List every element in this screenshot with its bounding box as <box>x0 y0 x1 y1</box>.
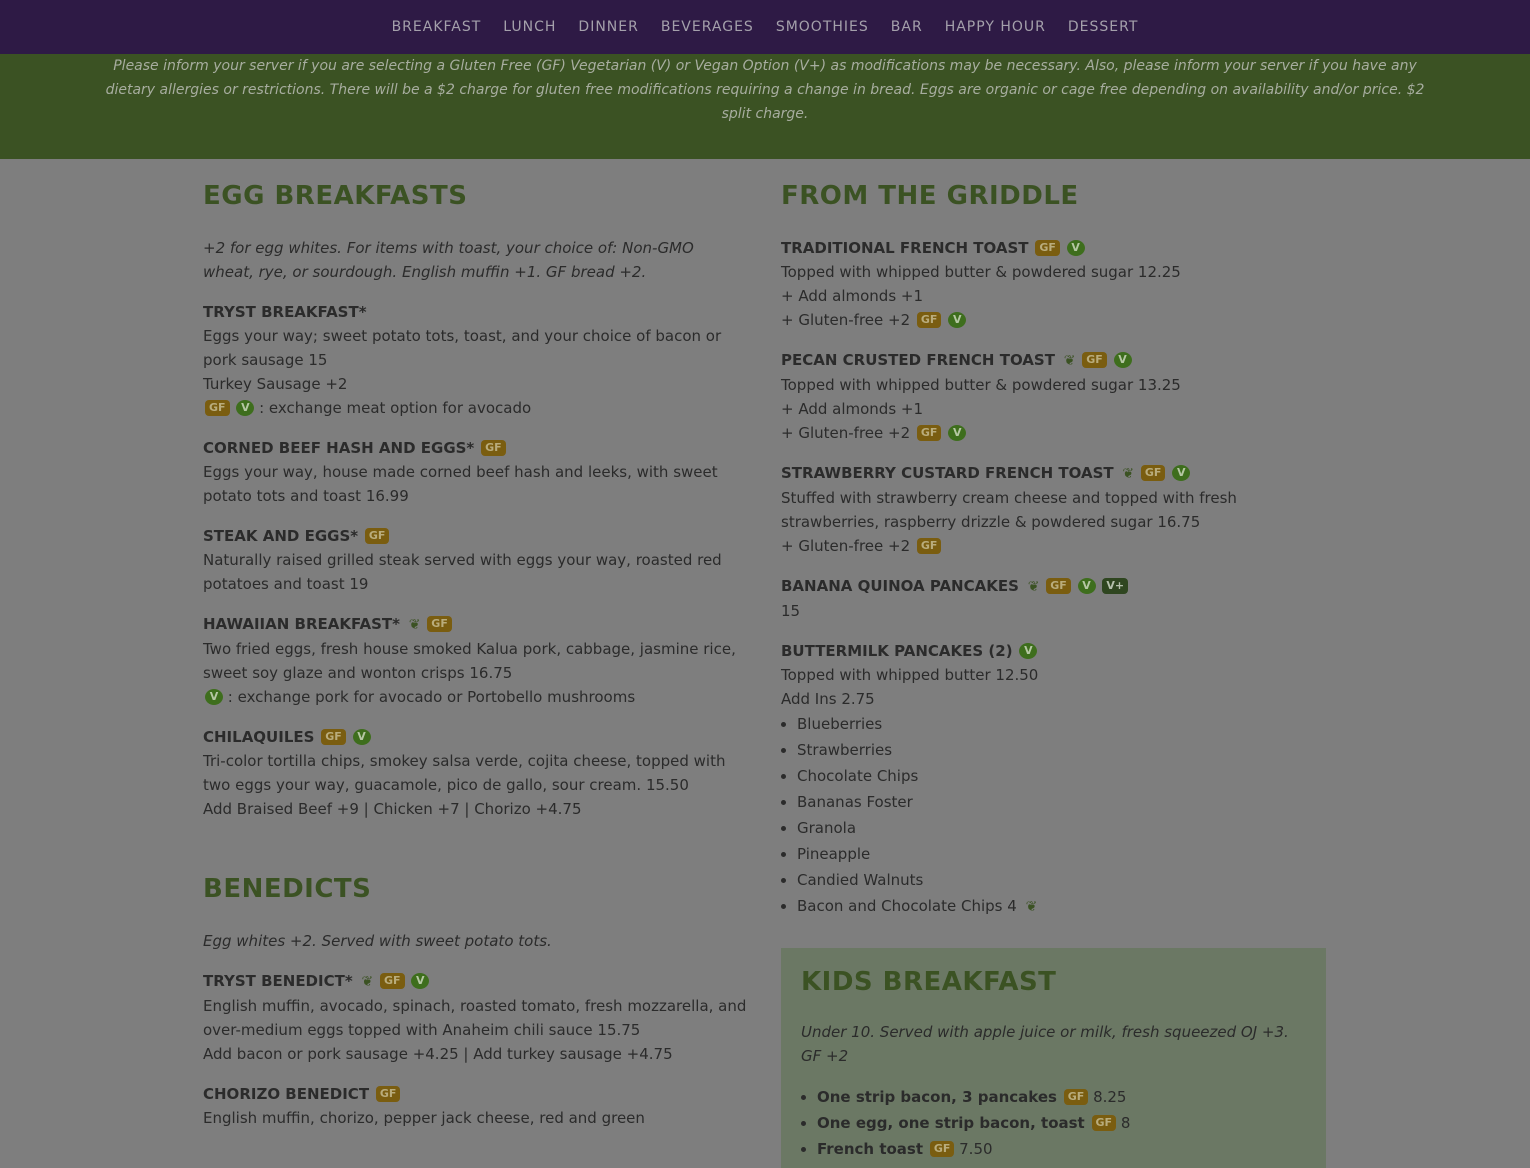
leaf-icon: ❦ <box>1027 579 1040 595</box>
menu-item <box>781 639 1326 920</box>
item-desc: Topped with whipped butter & powdered sugar 13.25 <box>781 376 1181 394</box>
leaf-icon: ❦ <box>1063 353 1076 369</box>
nav-lunch[interactable]: LUNCH <box>503 19 557 35</box>
item-name: TRYST BREAKFAST* <box>203 303 367 321</box>
leaf-icon: ❦ <box>408 617 421 633</box>
item-name: BUTTERMILK PANCAKES (2) <box>781 642 1013 660</box>
item-desc: Two fried eggs, fresh house smoked Kalua pork, cabbage, jasmine rice, sweet soy glaze and wonton crisps 16.75 <box>203 640 736 682</box>
list-item: • Bananas Foster <box>797 789 1326 815</box>
item-desc: Add Ins 2.75 <box>781 690 875 708</box>
v-badge: V <box>1172 465 1190 481</box>
gf-badge: GF <box>1064 1089 1089 1105</box>
item-name: PECAN CRUSTED FRENCH TOAST <box>781 351 1055 369</box>
menu-item <box>781 236 1326 332</box>
menu-item <box>203 612 748 709</box>
item-note <box>203 685 748 709</box>
kids-intro: Under 10. Served with apple juice or milk, fresh squeezed OJ +3. GF +2 <box>801 1023 1289 1065</box>
v-badge: V <box>1067 240 1085 256</box>
left-column <box>203 178 748 1146</box>
addins-list <box>797 711 1326 920</box>
dietary-notice: Please inform your server if you are selecting a Gluten Free (GF) Vegetarian (V) or Vegan Option (V+) as modifications may be necessary. Also, please inform your server if you have any dietary allergies or restrictions. There will be a $2 charge for gluten free modifications requiring a change in bread. Eggs are organic or cage free depending on availability and/or price. $2 split charge. <box>105 58 1425 122</box>
item-desc: Topped with whipped butter 12.50 <box>781 666 1039 684</box>
v-badge: V <box>1078 578 1096 594</box>
gf-badge: GF <box>380 973 405 989</box>
item-desc: Turkey Sausage +2 <box>203 375 348 393</box>
item-name: CORNED BEEF HASH AND EGGS* <box>203 439 475 457</box>
menu-item <box>203 300 748 420</box>
benedicts-intro: Egg whites +2. Served with sweet potato tots. <box>203 932 552 950</box>
item-name: HAWAIIAN BREAKFAST* <box>203 615 400 633</box>
kids-list <box>817 1084 1306 1162</box>
leaf-icon: ❦ <box>1025 899 1038 915</box>
v-badge: V <box>353 729 371 745</box>
item-desc: English muffin, avocado, spinach, roasted tomato, fresh mozzarella, and over-medium eggs topped with Anaheim chili sauce 15.75 <box>203 997 747 1039</box>
item-option: + Gluten-free +2 GF V <box>781 421 1326 445</box>
leaf-icon: ❦ <box>1122 466 1135 482</box>
nav-bar[interactable]: BAR <box>890 19 923 35</box>
menu-item <box>203 725 748 821</box>
gf-badge: GF <box>205 400 230 416</box>
item-name: STRAWBERRY CUSTARD FRENCH TOAST <box>781 464 1114 482</box>
list-item: • Bacon and Chocolate Chips 4 ❦ <box>797 893 1326 920</box>
item-option: + Gluten-free +2 GF <box>781 534 1326 558</box>
v-badge: V <box>236 400 254 416</box>
v-badge: V <box>1019 643 1037 659</box>
item-option: + Gluten-free +2 GF V <box>781 308 1326 332</box>
leaf-icon: ❦ <box>361 974 374 990</box>
gf-badge: GF <box>365 528 390 544</box>
gf-badge: GF <box>1141 465 1166 481</box>
note-text: : exchange meat option for avocado <box>259 399 532 417</box>
menu-item <box>781 348 1326 445</box>
list-item: • Candied Walnuts <box>797 867 1326 893</box>
item-desc: Naturally raised grilled steak served with eggs your way, roasted red potatoes and toast 19 <box>203 551 722 593</box>
gf-badge: GF <box>1035 240 1060 256</box>
griddle-heading: FROM THE GRIDDLE <box>781 181 1079 211</box>
vegan-badge: V+ <box>1102 578 1128 594</box>
note-text: : exchange pork for avocado or Portobello mushrooms <box>227 688 636 706</box>
nav-dessert[interactable]: DESSERT <box>1067 19 1139 35</box>
egg-intro: +2 for egg whites. For items with toast, your choice of: Non-GMO wheat, rye, or sourdough. English muffin +1. GF bread +2. <box>203 239 694 281</box>
menu-item <box>203 524 748 596</box>
item-desc: Add bacon or pork sausage +4.25 | Add turkey sausage +4.75 <box>203 1045 673 1063</box>
nav-smoothies[interactable]: SMOOTHIES <box>775 19 869 35</box>
item-name: TRYST BENEDICT* <box>203 972 353 990</box>
nav-breakfast[interactable]: BREAKFAST <box>391 19 482 35</box>
gf-badge: GF <box>427 616 452 632</box>
list-item: • Blueberries <box>797 711 1326 737</box>
item-desc: Stuffed with strawberry cream cheese and topped with fresh strawberries, raspberry drizzle & powdered sugar 16.75 <box>781 489 1237 531</box>
v-badge: V <box>948 425 966 441</box>
item-desc: Tri-color tortilla chips, smokey salsa verde, cojita cheese, topped with two eggs your way, guacamole, pico de gallo, sour cream. 15.50 <box>203 752 726 794</box>
list-item: • Pineapple <box>797 841 1326 867</box>
egg-breakfasts-heading: EGG BREAKFASTS <box>203 181 468 211</box>
benedicts-heading: BENEDICTS <box>203 874 372 904</box>
dietary-banner <box>0 54 1530 159</box>
v-badge: V <box>1114 352 1132 368</box>
menu-item <box>203 436 748 508</box>
item-note <box>203 396 748 420</box>
list-item: • Chocolate Chips <box>797 763 1326 789</box>
list-item: • Granola <box>797 815 1326 841</box>
list-item: • One strip bacon, 3 pancakes GF 8.25 <box>817 1084 1306 1110</box>
menu-item <box>203 969 748 1066</box>
nav-beverages[interactable]: BEVERAGES <box>660 19 754 35</box>
gf-badge: GF <box>321 729 346 745</box>
gf-badge: GF <box>917 425 942 441</box>
nav-happy-hour[interactable]: HAPPY HOUR <box>944 19 1046 35</box>
item-desc: + Add almonds +1 <box>781 400 924 418</box>
gf-badge: GF <box>1092 1115 1117 1131</box>
menu-item <box>203 1082 748 1130</box>
gf-badge: GF <box>376 1086 401 1102</box>
item-name: CHORIZO BENEDICT <box>203 1085 370 1103</box>
item-name: CHILAQUILES <box>203 728 315 746</box>
item-desc: Eggs your way, house made corned beef hash and leeks, with sweet potato tots and toast 16.99 <box>203 463 718 505</box>
list-item: • French toast GF 7.50 <box>817 1136 1306 1162</box>
gf-badge: GF <box>1082 352 1107 368</box>
gf-badge: GF <box>930 1141 955 1157</box>
gf-badge: GF <box>917 312 942 328</box>
item-name: BANANA QUINOA PANCAKES <box>781 577 1019 595</box>
v-badge: V <box>205 689 223 705</box>
nav-dinner[interactable]: DINNER <box>578 19 639 35</box>
gf-badge: GF <box>917 538 942 554</box>
item-desc: Topped with whipped butter & powdered sugar 12.25 <box>781 263 1181 281</box>
menu-item <box>781 461 1326 558</box>
list-item: • Strawberries <box>797 737 1326 763</box>
right-column <box>781 178 1326 936</box>
item-desc: English muffin, chorizo, pepper jack cheese, red and green <box>203 1109 645 1127</box>
item-desc: 15 <box>781 602 801 620</box>
item-desc: Add Braised Beef +9 | Chicken +7 | Chorizo +4.75 <box>203 800 582 818</box>
gf-badge: GF <box>481 440 506 456</box>
kids-heading: KIDS BREAKFAST <box>801 967 1057 997</box>
v-badge: V <box>411 973 429 989</box>
item-desc: + Add almonds +1 <box>781 287 924 305</box>
item-desc: Eggs your way; sweet potato tots, toast, and your choice of bacon or pork sausage 15 <box>203 327 722 369</box>
item-name: TRADITIONAL FRENCH TOAST <box>781 239 1029 257</box>
gf-badge: GF <box>1046 578 1071 594</box>
menu-item <box>781 574 1326 623</box>
top-nav <box>0 0 1530 54</box>
v-badge: V <box>948 312 966 328</box>
kids-breakfast-panel <box>781 948 1326 1168</box>
item-name: STEAK AND EGGS* <box>203 527 359 545</box>
list-item: • One egg, one strip bacon, toast GF 8 <box>817 1110 1306 1136</box>
